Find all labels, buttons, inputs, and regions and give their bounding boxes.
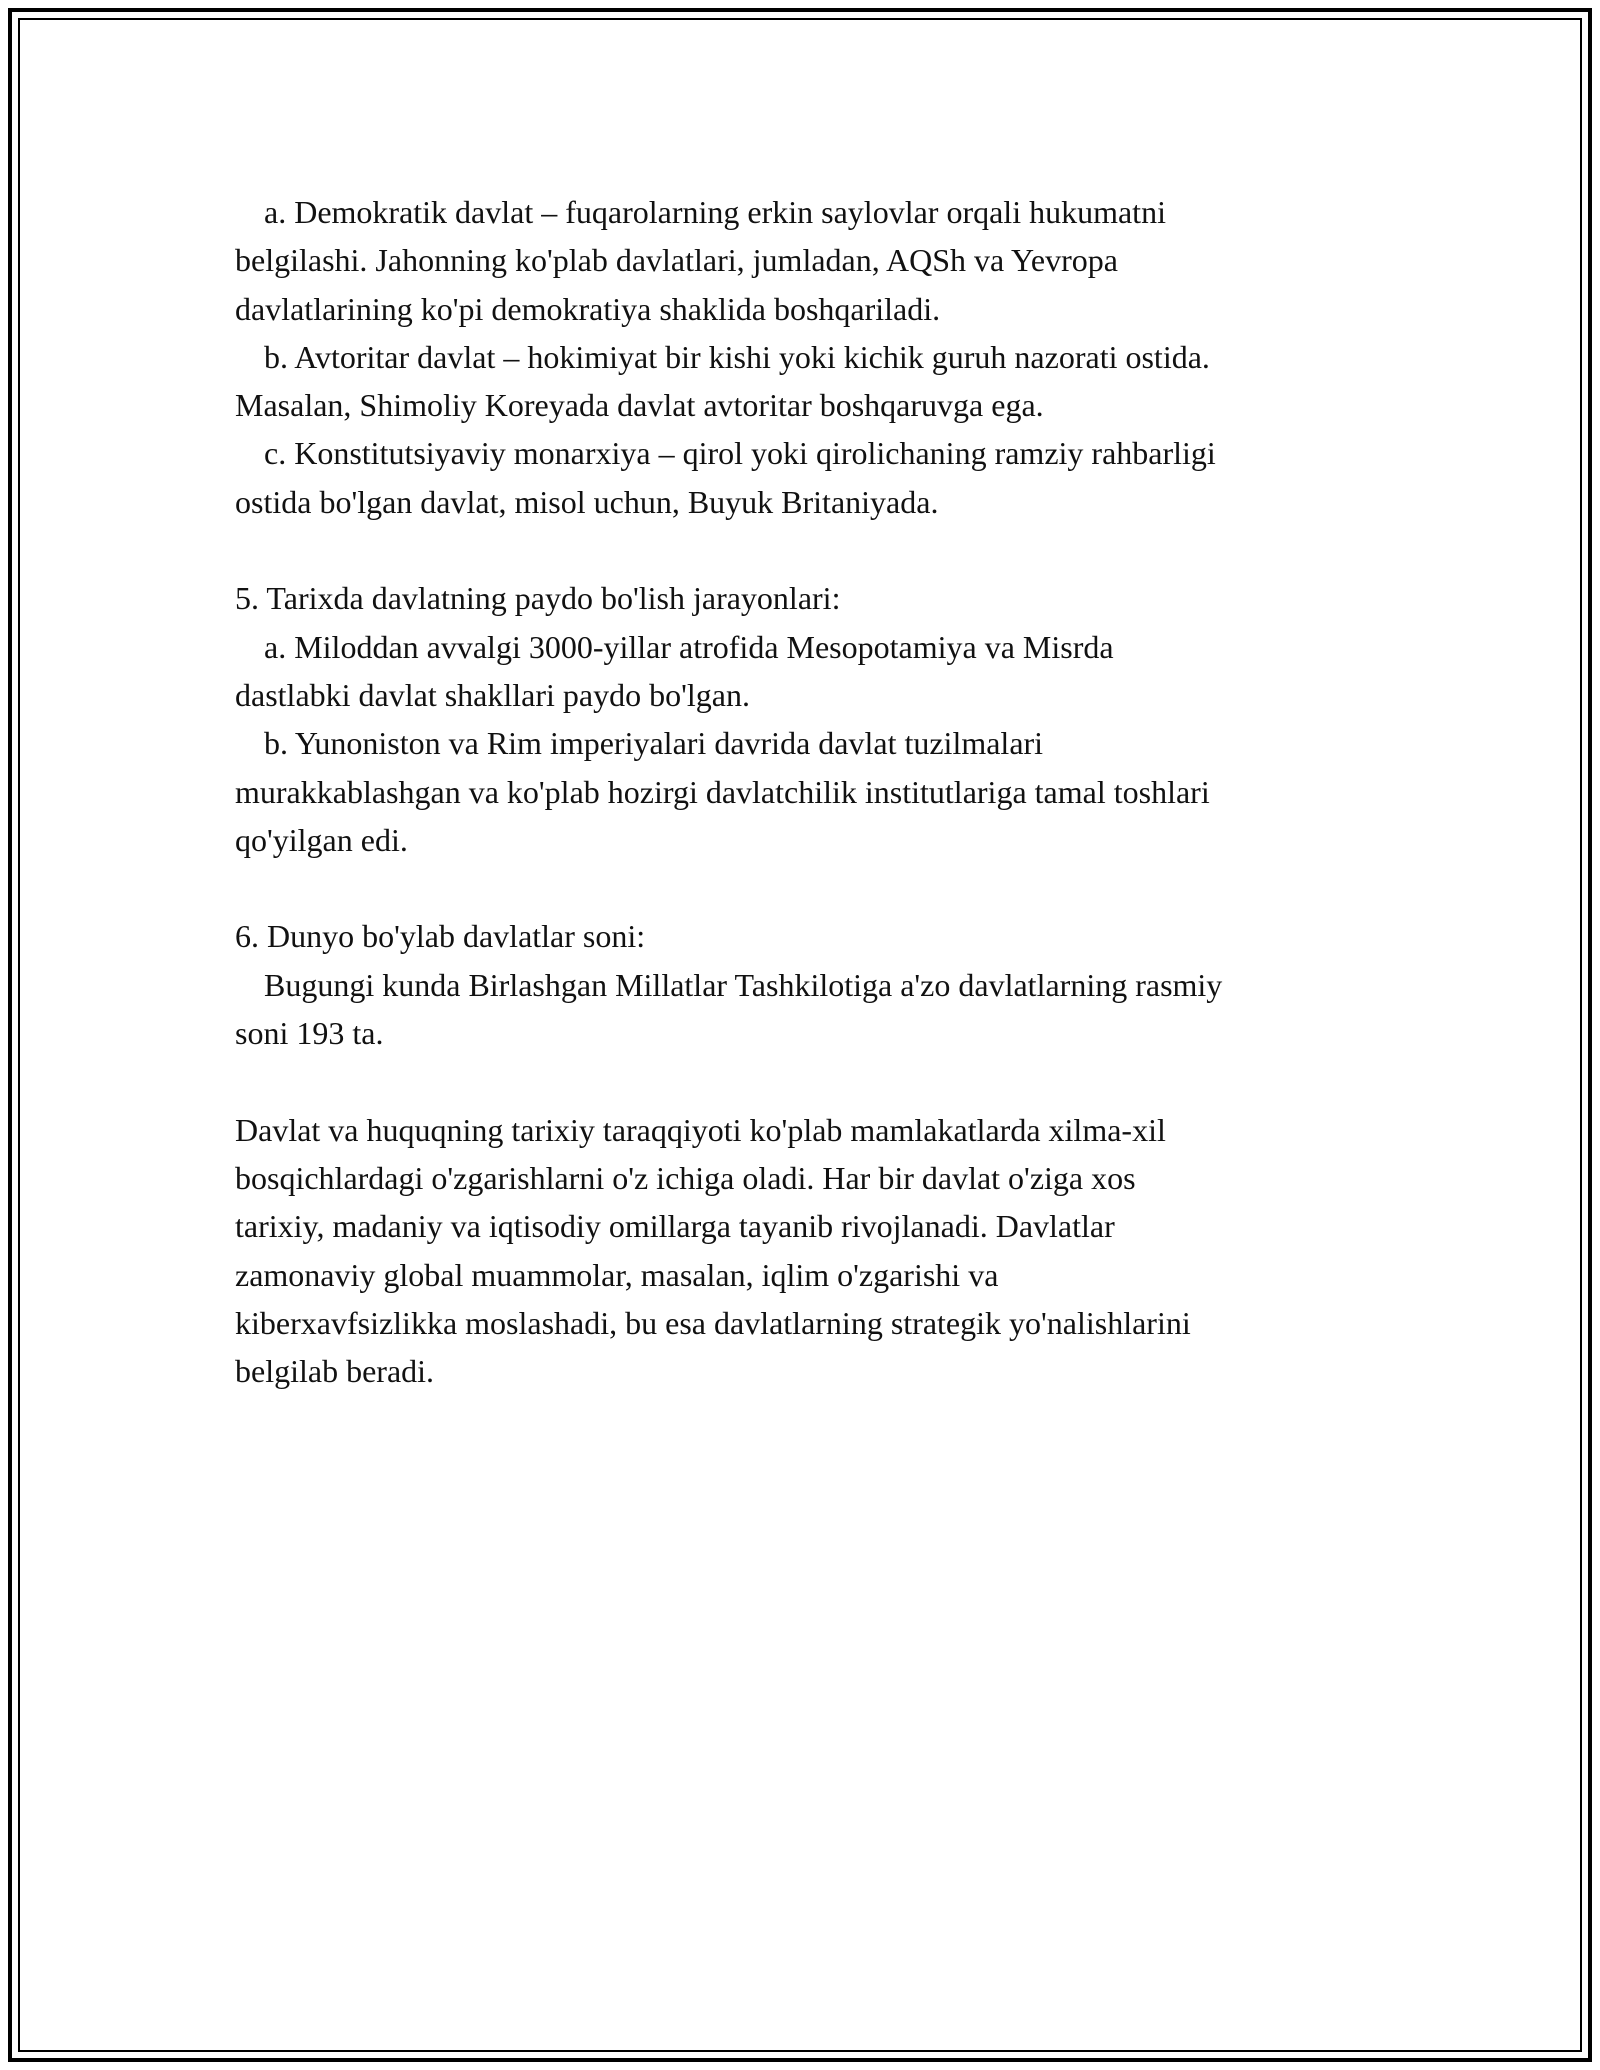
text-line: kiberxavfsizlikka moslashadi, bu esa davlatlarning strategik yo'nalishlarini	[235, 1304, 1191, 1341]
section-state-types	[235, 188, 1375, 526]
section-conclusion	[235, 1106, 1375, 1396]
paragraph-gap	[235, 864, 1375, 912]
text-line: murakkablashgan va ko'plab hozirgi davlatchilik institutlariga tamal toshlari	[235, 773, 1210, 810]
text-line: soni 193 ta.	[235, 1015, 384, 1052]
document-body	[235, 188, 1375, 1395]
paragraph-gap	[235, 526, 1375, 574]
text-line: c. Konstitutsiyaviy monarxiya – qirol yoki qirolichaning ramziy rahbarligi	[264, 435, 1216, 472]
section-history	[235, 574, 1375, 864]
section-state-count	[235, 912, 1375, 1057]
text-line: b. Avtoritar davlat – hokimiyat bir kishi yoki kichik guruh nazorati ostida.	[264, 338, 1210, 375]
text-line: tarixiy, madaniy va iqtisodiy omillarga tayanib rivojlanadi. Davlatlar	[235, 1208, 1115, 1245]
text-line: qo'yilgan edi.	[235, 821, 408, 858]
text-line: belgilab beradi.	[235, 1353, 435, 1390]
text-line: dastlabki davlat shakllari paydo bo'lgan.	[235, 676, 750, 713]
text-line: Bugungi kunda Birlashgan Millatlar Tashkilotiga a'zo davlatlarning rasmiy	[264, 966, 1223, 1003]
text-line: a. Miloddan avvalgi 3000-yillar atrofida Mesopotamiya va Misrda	[264, 628, 1114, 665]
text-line: a. Demokratik davlat – fuqarolarning erkin saylovlar orqali hukumatni	[264, 194, 1166, 230]
text-line: Davlat va huquqning tarixiy taraqqiyoti ko'plab mamlakatlarda xilma-xil	[235, 1111, 1166, 1148]
text-line: zamonaviy global muammolar, masalan, iqlim o'zgarishi va	[235, 1256, 999, 1293]
text-line: ostida bo'lgan davlat, misol uchun, Buyuk Britaniyada.	[235, 483, 939, 520]
text-line: b. Yunoniston va Rim imperiyalari davrida davlat tuzilmalari	[264, 725, 1044, 762]
section-heading: 5. Tarixda davlatning paydo bo'lish jarayonlari:	[235, 580, 841, 617]
paragraph-gap	[235, 1057, 1375, 1105]
text-line: belgilashi. Jahonning ko'plab davlatlari, jumladan, AQSh va Yevropa	[235, 242, 1118, 279]
text-line: Masalan, Shimoliy Koreyada davlat avtoritar boshqaruvga ega.	[235, 387, 1044, 424]
text-line: bosqichlardagi o'zgarishlarni o'z ichiga oladi. Har bir davlat o'ziga xos	[235, 1159, 1136, 1196]
text-line: davlatlarining ko'pi demokratiya shaklida boshqariladi.	[235, 290, 941, 327]
section-heading: 6. Dunyo bo'ylab davlatlar soni:	[235, 918, 646, 955]
